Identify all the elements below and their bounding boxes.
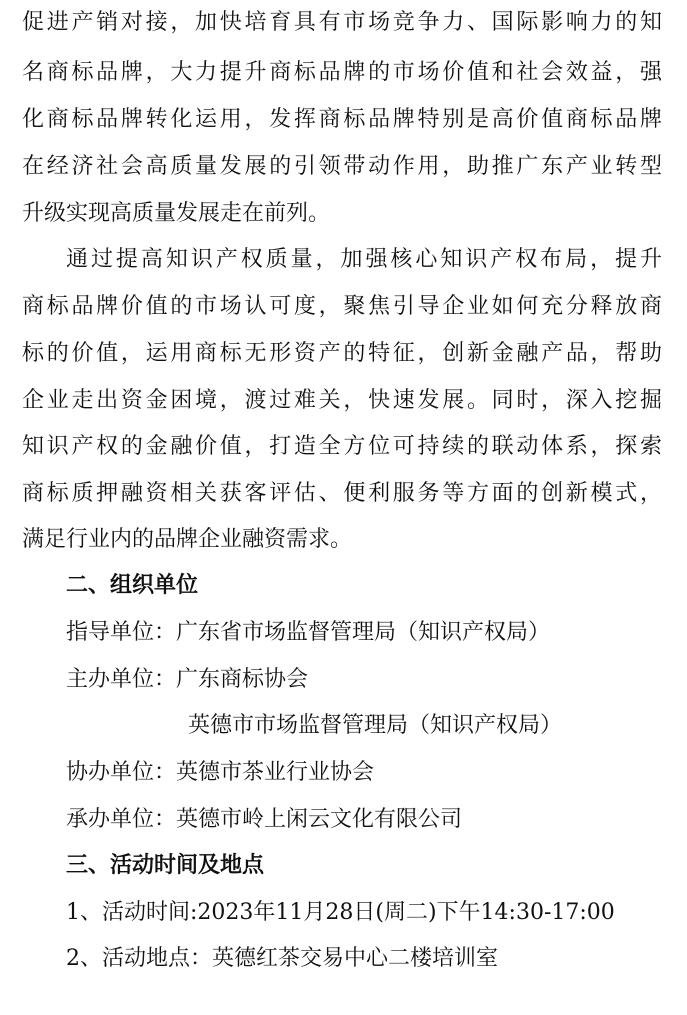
co-organizer-unit: 协办单位：英德市茶业行业协会 — [66, 760, 375, 785]
event-location: 2、活动地点：英德红茶交易中心二楼培训室 — [66, 946, 498, 971]
paragraph-line: 通过提高知识产权质量，加强核心知识产权布局，提升 — [66, 247, 662, 272]
paragraph-line: 在经济社会高质量发展的引领带动作用，助推广东产业转型 — [22, 154, 662, 179]
paragraph-line: 化商标品牌转化运用，发挥商标品牌特别是高价值商标品牌 — [22, 107, 662, 132]
paragraph-line: 知识产权的金融价值，打造全方位可持续的联动体系，探索 — [22, 434, 662, 459]
paragraph-line: 满足行业内的品牌企业融资需求。 — [22, 527, 353, 552]
paragraph-line: 升级实现高质量发展走在前列。 — [22, 201, 331, 226]
host-unit-continued: 英德市市场监督管理局（知识产权局） — [188, 713, 563, 738]
paragraph-line: 名商标品牌，大力提升商标品牌的市场价值和社会效益，强 — [22, 60, 662, 85]
paragraph-line: 商标质押融资相关获客评估、便利服务等方面的创新模式， — [22, 481, 662, 506]
event-time: 1、活动时间:2023年11月28日(周二)下午14:30-17:00 — [66, 900, 615, 925]
paragraph-line: 促进产销对接，加快培育具有市场竞争力、国际影响力的知 — [22, 10, 662, 35]
undertaker-unit: 承办单位：英德市岭上闲云文化有限公司 — [66, 807, 463, 832]
paragraph-line: 企业走出资金困境，渡过难关，快速发展。同时，深入挖掘 — [22, 388, 662, 413]
host-unit: 主办单位：广东商标协会 — [66, 667, 309, 692]
guide-unit: 指导单位：广东省市场监督管理局（知识产权局） — [66, 620, 551, 645]
paragraph-line: 标的价值，运用商标无形资产的特征，创新金融产品，帮助 — [22, 341, 662, 366]
section-heading-organizers: 二、组织单位 — [66, 573, 199, 598]
section-heading-time-location: 三、活动时间及地点 — [66, 853, 265, 878]
paragraph-line: 商标品牌价值的市场认可度，聚焦引导企业如何充分释放商 — [22, 294, 662, 319]
